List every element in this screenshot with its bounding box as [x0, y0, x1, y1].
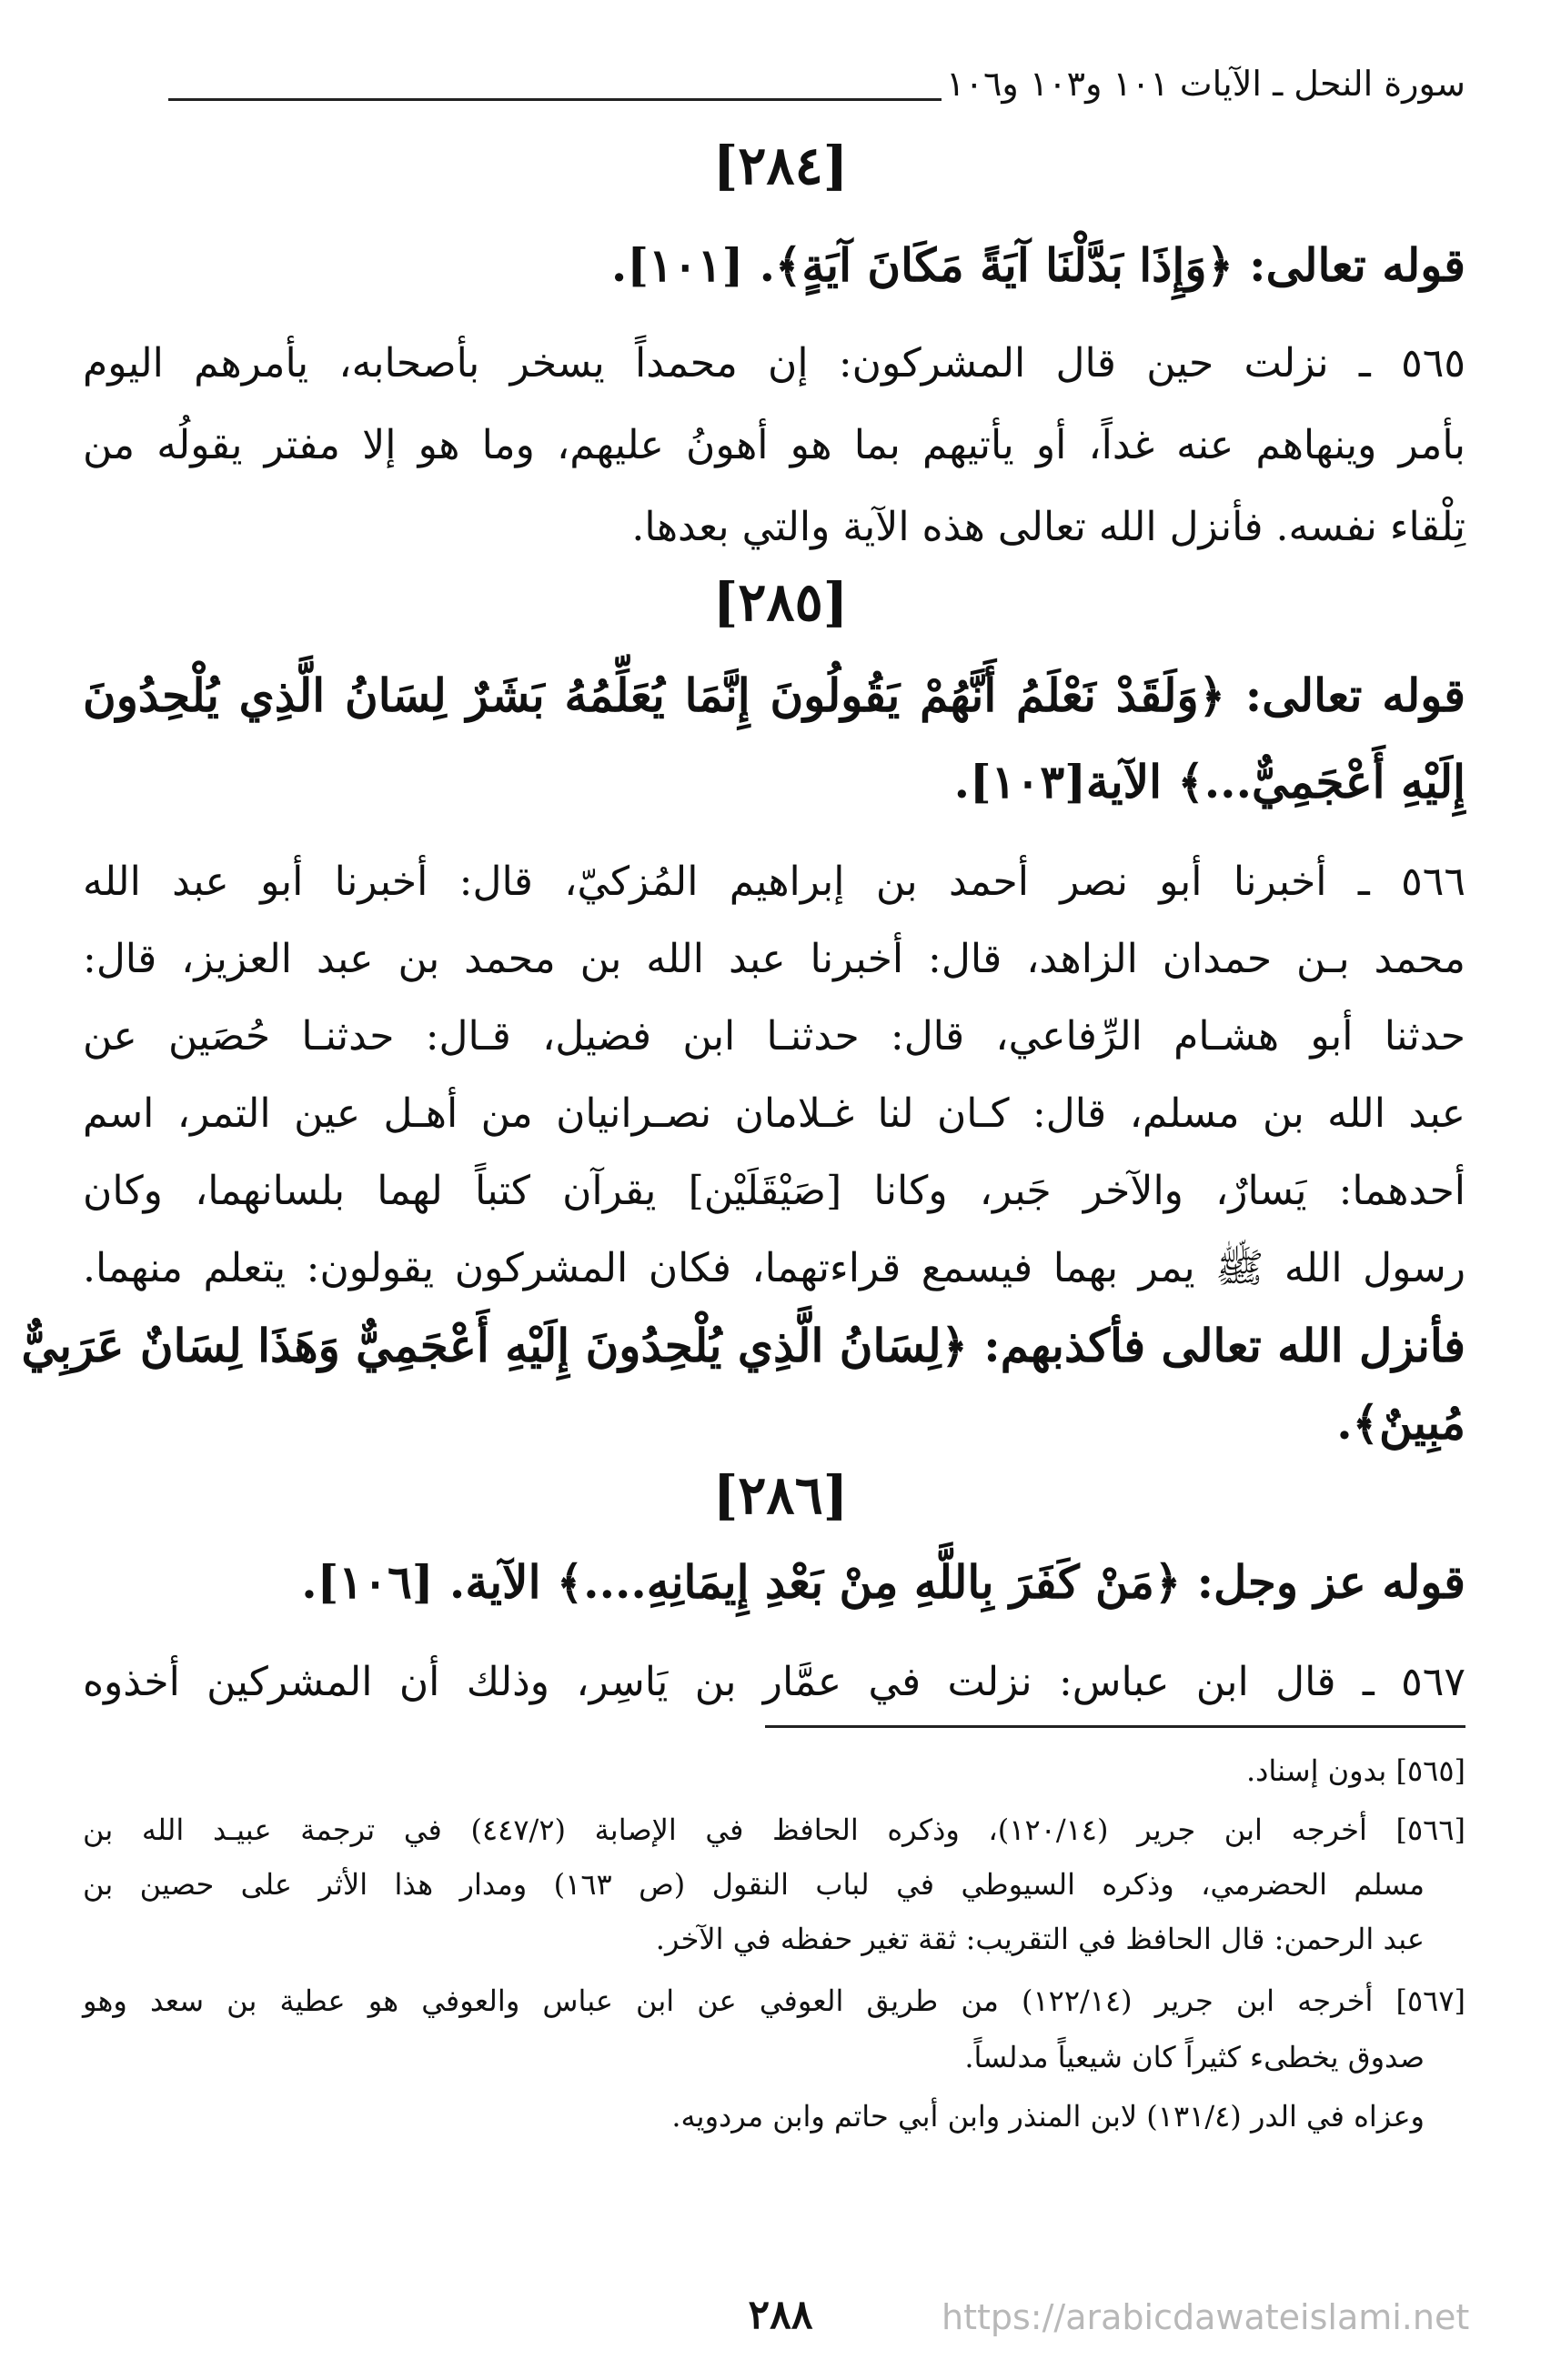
footnote-line: [٥٦٧] أخرجه ابن جرير (١٢٢/١٤) من طريق العوفي عن ابن عباس والعوفي هو عطية بن سعد وهو [83, 1983, 1465, 2018]
watermark: https://arabicdawateislami.net [942, 2297, 1470, 2337]
body-line: مُبِينٌ﴾. [1336, 1396, 1465, 1450]
verse-line: قوله عز وجل: ﴿مَنْ كَفَرَ بِاللَّهِ مِنْ بَعْدِ إِيمَانِهِ....﴾ الآية. [١٠٦]. [301, 1555, 1465, 1609]
body-line: عبد الله بن مسلم، قال: كـان لنا غـلامان نصـرانيان من أهـل عين التمر، اسم [83, 1090, 1465, 1137]
page-number: ٢٨٨ [748, 2292, 813, 2338]
header-divider [168, 98, 942, 101]
footnote-line: [٥٦٦] أخرجه ابن جرير (١٢٠/١٤)، وذكره الحافظ في الإصابة (٤٤٧/٢) في ترجمة عبيـد الله بن [83, 1813, 1466, 1847]
footnote-divider [765, 1725, 1465, 1728]
section-number: [٢٨٦] [712, 1464, 849, 1526]
footnote-line: صدوق يخطىء كثيراً كان شيعياً مدلساً. [964, 2040, 1425, 2074]
footnote-line: عبد الرحمن: قال الحافظ في التقريب: ثقة تغير حفظه في الآخر. [655, 1922, 1425, 1956]
running-header: سورة النحل ـ الآيات ١٠١ و١٠٣ و١٠٦ [946, 64, 1465, 104]
body-line: محمد بـن حمدان الزاهد، قال: أخبرنا عبد الله بن محمد بن عبد العزيز، قال: [83, 936, 1465, 982]
body-line: رسول الله ﷺ يمر بهما فيسمع قراءتهما، فكان المشركون يقولون: يتعلم منهما. [83, 1245, 1465, 1291]
footnote-line: وعزاه في الدر (١٣١/٤) لابن المنذر وابن أبي حاتم وابن مردويه. [671, 2099, 1425, 2134]
verse-line: قوله تعالى: ﴿وَلَقَدْ نَعْلَمُ أَنَّهُمْ يَقُولُونَ إِنَّمَا يُعَلِّمُهُ بَشَرٌ لِسَانُ الَّذِي يُلْحِدُونَ [83, 668, 1465, 722]
footnote-line: [٥٦٥] بدون إسناد. [1245, 1753, 1465, 1788]
footnote-line: مسلم الحضرمي، وذكره السيوطي في لباب النقول (ص ١٦٣) ومدار هذا الأثر على حصين بن [83, 1867, 1425, 1902]
body-line: فأنزل الله تعالى فأكذبهم: ﴿لِسَانُ الَّذِي يُلْحِدُونَ إِلَيْهِ أَعْجَمِيٌّ وَهَذَا لِسَانٌ عَرَبِيٌّ [21, 1319, 1465, 1372]
body-line: ٥٦٦ ـ أخبرنا أبو نصر أحمد بن إبراهيم المُزكيّ، قال: أخبرنا أبو عبد الله [83, 859, 1465, 905]
body-line: ٥٦٧ ـ قال ابن عباس: نزلت في عمَّار بن يَاسِر، وذلك أن المشركين أخذوه [83, 1659, 1465, 1705]
body-line: ٥٦٥ ـ نزلت حين قال المشركون: إن محمداً يسخر بأصحابه، يأمرهم اليوم [83, 340, 1465, 387]
body-line: تِلْقاء نفسه. فأنزل الله تعالى هذه الآية والتي بعدها. [631, 504, 1465, 550]
section-number: [٢٨٤] [712, 135, 849, 196]
verse-line: إِلَيْهِ أَعْجَمِيٌّ...﴾ الآية[١٠٣]. [953, 755, 1465, 808]
body-line: بأمر وينهاهم عنه غداً، أو يأتيهم بما هو أهونُ عليهم، وما هو إلا مفتر يقولُه من [83, 422, 1466, 468]
body-line: حدثنا أبو هشـام الرِّفاعي، قال: حدثنـا ابن فضيل، قـال: حدثنـا حُصَين عن [83, 1013, 1465, 1059]
verse-line: قوله تعالى: ﴿وَإِذَا بَدَّلْنَا آيَةً مَكَانَ آيَةٍ﴾. [١٠١]. [610, 238, 1465, 292]
body-line: أحدهما: يَسارٌ، والآخر جَبر، وكانا [صَيْقَلَيْن] يقرآن كتباً لهما بلسانهما، وكان [83, 1168, 1465, 1214]
section-number: [٢٨٥] [712, 571, 849, 633]
